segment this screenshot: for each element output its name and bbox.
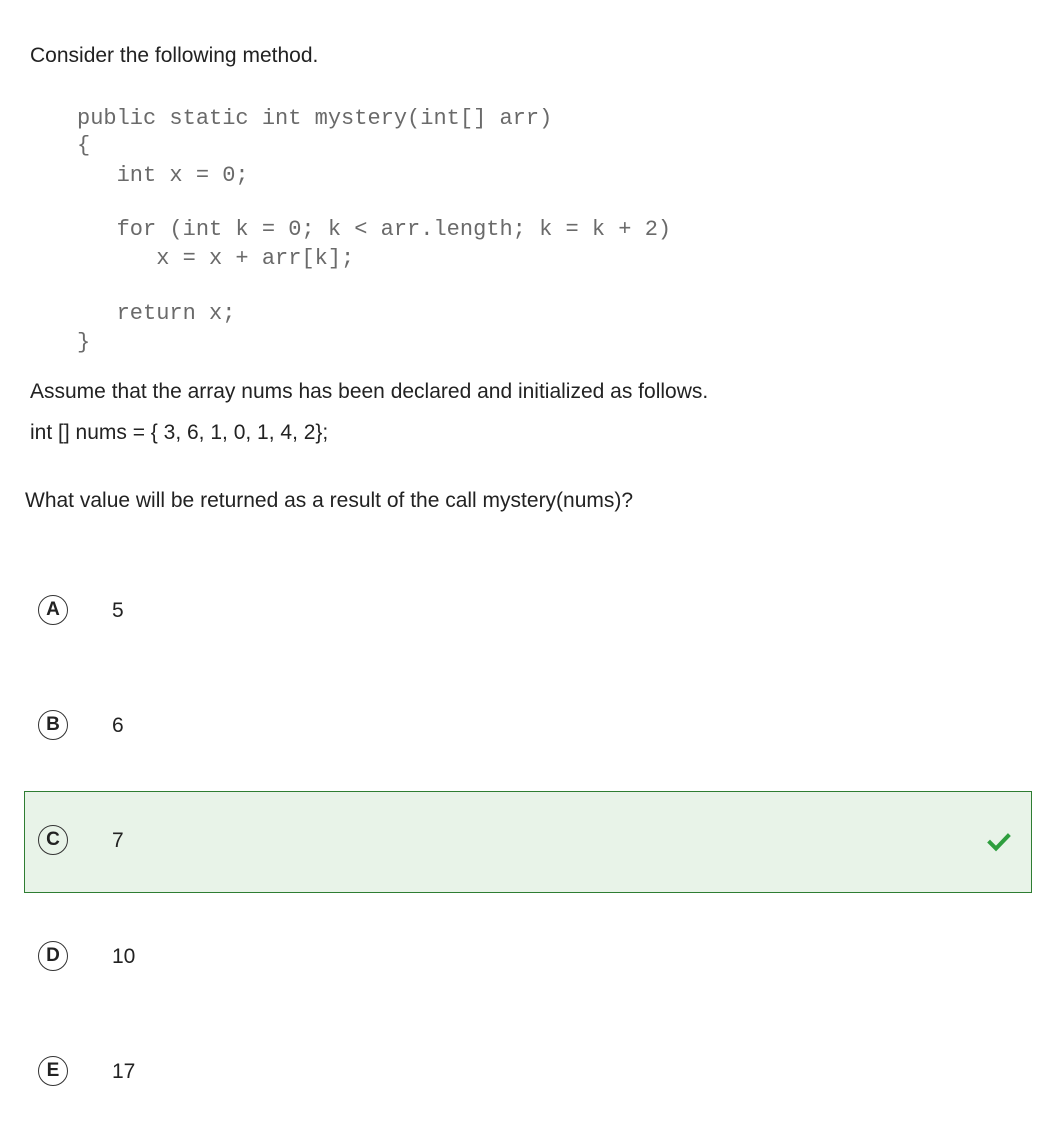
choice-letter-a: A <box>38 595 68 625</box>
code-line: } <box>77 330 91 355</box>
checkmark-icon <box>987 830 1011 854</box>
choice-a[interactable] <box>24 561 1032 663</box>
code-line: x = x + arr[k]; <box>77 246 355 271</box>
choice-text-a: 5 <box>112 599 124 622</box>
choice-letter-c: C <box>38 825 68 855</box>
code-line: public static int mystery(int[] arr) <box>77 106 553 131</box>
question-text: What value will be returned as a result of the call mystery(nums)? <box>25 489 634 512</box>
question-intro: Consider the following method. <box>30 44 319 67</box>
choice-e[interactable] <box>24 1022 1032 1124</box>
choice-d[interactable] <box>24 907 1032 1009</box>
choice-letter-b: B <box>38 710 68 740</box>
code-line: for (int k = 0; k < arr.length; k = k + 2) <box>77 217 672 242</box>
choice-text-b: 6 <box>112 714 124 737</box>
code-line: int x = 0; <box>77 163 249 188</box>
array-declaration: int [] nums = { 3, 6, 1, 0, 1, 4, 2}; <box>30 421 329 444</box>
choice-text-e: 17 <box>112 1060 136 1083</box>
choice-b[interactable] <box>24 676 1032 778</box>
choice-text-c: 7 <box>112 829 124 852</box>
choice-text-d: 10 <box>112 945 136 968</box>
choice-letter-e: E <box>38 1056 68 1086</box>
choice-letter-d: D <box>38 941 68 971</box>
code-line: return x; <box>77 301 236 326</box>
choice-c[interactable] <box>24 791 1032 893</box>
assumption-text: Assume that the array nums has been declared and initialized as follows. <box>30 380 709 403</box>
code-line: { <box>77 133 91 158</box>
